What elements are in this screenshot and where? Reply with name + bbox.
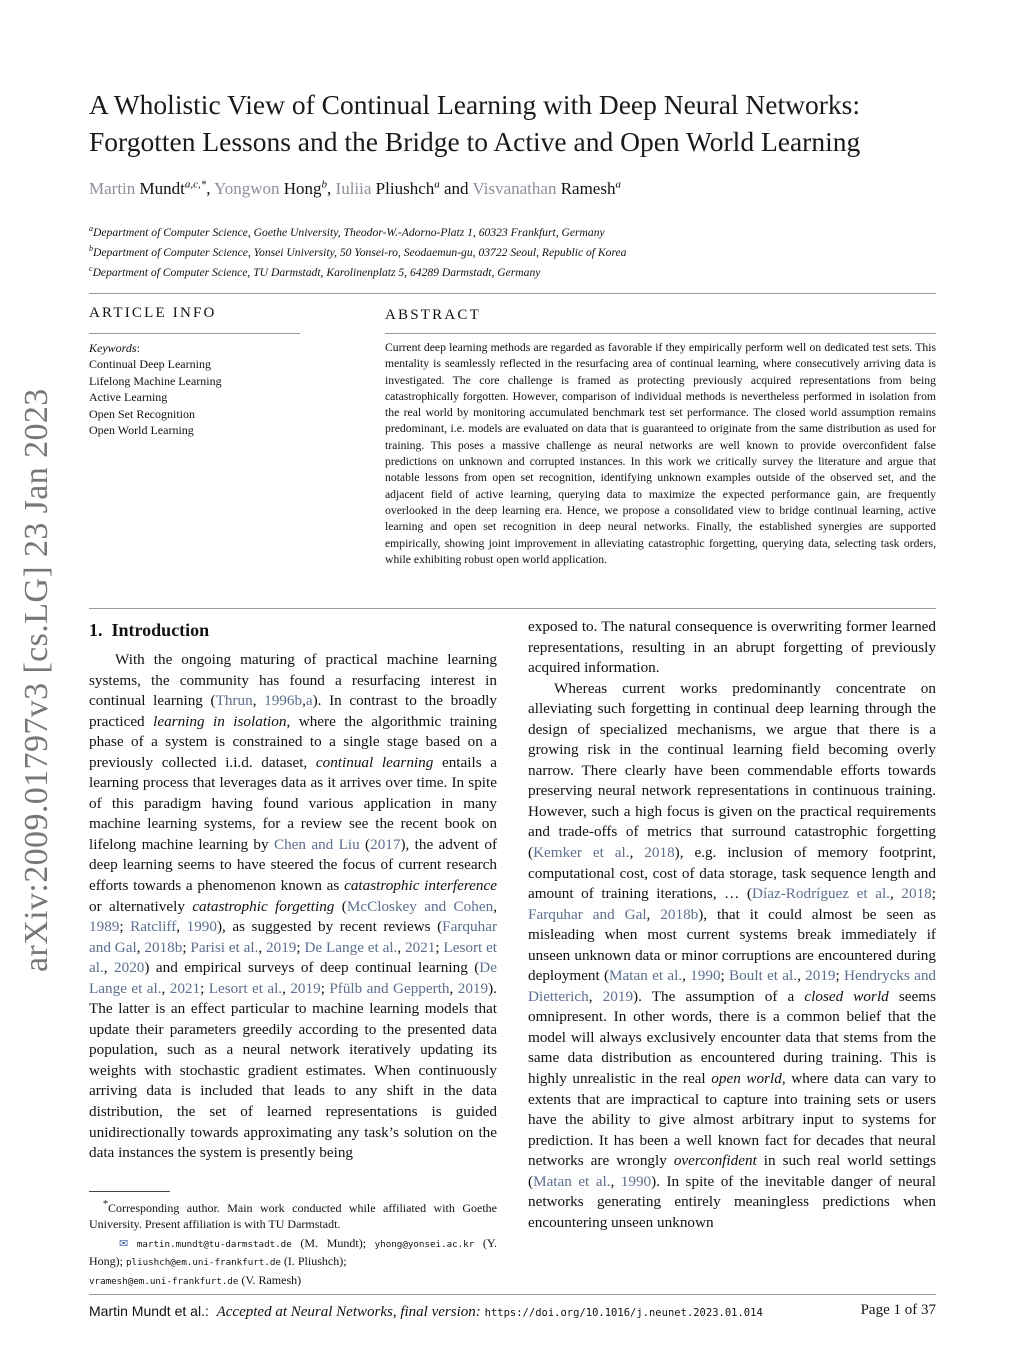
citation-link[interactable]: Parisi et al. <box>190 938 259 956</box>
citation-link[interactable]: Kemker et al. <box>533 844 630 862</box>
author-separator: , <box>327 178 336 198</box>
body-text: ; <box>720 967 730 985</box>
abstract-text: Current deep learning methods are regarded as favorable if they empirically perform well on dedicated test sets. This mentality is seamlessly reflected in the resurfacing area of continual learning, where consecutively arriving data is investigated. The core challenge is framed as protecting previously acquired representations from being catastrophically forgotten. However, comparison of individual methods is nevertheless performed in isolation from the real world by monitoring accumulated benchmark test set performance. The closed world assumption remains predominant, i.e. models are evaluated on data that is guaranteed to originate from the same distribution as used for training. This poses a massive challenge as neural networks are well known to provide overconfident false predictions on unknown and corrupted instances. In this work we critically survey the literature and argue that notable lessons from open set recognition, identifying unknown examples outside of the observed set, and the adjacent field of active learning, querying data to maximize the expected performance gain, are frequently overlooked in the deep learning era. Hence, we propose a consolidated view to bridge continual learning, active learning and open set recognition in deep neural networks. Finally, the established synergies are supported empirically, showing joint improvement in alleviating catastrophic forgetting, querying data, selecting task orders, while exhibiting robust open world application. <box>385 341 936 566</box>
body-text: entails a learning process that leverages data as it arrives over time. In spite of this paradigm having found various application in many machine learning systems, for a review see the recent book on lifelong machine learning by <box>89 753 497 853</box>
author-given-name: Iuliia <box>335 178 372 198</box>
citation-link[interactable]: 2019 <box>457 979 489 997</box>
emphasis-text: catastrophic forgetting <box>192 897 335 915</box>
author-given-name: Visvanathan <box>472 178 557 198</box>
citation-link[interactable]: 2018 <box>644 844 675 862</box>
citation-link[interactable]: 1990 <box>186 918 217 936</box>
emphasis-text: overconfident <box>673 1152 757 1170</box>
citation-link[interactable]: Chen and Liu <box>273 835 360 853</box>
author-separator: and <box>439 178 473 198</box>
body-text: , <box>610 1172 621 1190</box>
email-owner: (Y. Hong); <box>89 1235 498 1269</box>
author <box>89 179 214 198</box>
email-link[interactable]: vramesh@em.uni-frankfurt.de <box>89 1275 239 1287</box>
keyword: Open World Learning <box>89 423 194 438</box>
author-affil-mark: a <box>434 178 440 190</box>
body-text: , <box>449 979 458 997</box>
author-affil-mark: a,c,* <box>184 178 207 190</box>
email-owner: (I. Pliushch); <box>280 1254 347 1269</box>
citation-link[interactable]: a <box>305 692 313 710</box>
abstract-heading: ABSTRACT <box>385 307 481 323</box>
author-separator: , <box>206 178 215 198</box>
body-column-right <box>528 617 936 1233</box>
emphasis-text: open world <box>711 1070 782 1088</box>
body-text: , <box>258 938 267 956</box>
citation-link[interactable]: Farquhar and Gal <box>528 905 647 923</box>
body-text: With the ongoing maturing of practical machine learning systems, the community has found a resurfacing interest in continual learning ( <box>89 651 497 710</box>
citation-link[interactable]: 2020 <box>114 959 145 977</box>
author-family-name: Ramesh <box>560 178 616 198</box>
citation-link[interactable]: Díaz-Rodríguez et al. <box>752 885 890 903</box>
body-text: ), that it could almost be seen as misleading when most current systems break immediately if unseen unknown data or minor corruptions are encountered during deployment ( <box>528 905 937 985</box>
keywords-label-text: Keywords <box>89 341 137 355</box>
intro-paragraph-continued <box>528 617 936 679</box>
keywords-block <box>89 340 319 438</box>
intro-paragraph-1 <box>89 650 497 1164</box>
citation-link[interactable]: 2018b <box>144 938 183 956</box>
citation-link[interactable]: 1996b <box>264 692 303 710</box>
author-family-name: Mundt <box>139 178 185 198</box>
citation-link[interactable]: 2018 <box>901 885 932 903</box>
email-owner: (V. Ramesh) <box>238 1272 302 1287</box>
body-text: or alternatively <box>89 897 193 915</box>
footer-citation: Martin Mundt et al.: Accepted at Neural Networks, final version: https://doi.org/10.1016/j.neunet.2023.01.014 <box>89 1303 763 1320</box>
citation-link[interactable]: 2019 <box>290 979 321 997</box>
body-text: , <box>252 692 265 710</box>
body-text: ; <box>835 967 845 985</box>
body-text: , <box>588 987 603 1005</box>
keyword: Continual Deep Learning <box>89 357 211 372</box>
footnote-emails <box>89 1235 497 1290</box>
body-text: , where data can vary to extents that are impractical to capture into training sets or users have the ability to give almost arbitrary input to systems for prediction. It has been a well known fact for decades that neural networks are wrongly <box>528 1070 936 1170</box>
body-text: , <box>682 967 691 985</box>
citation-link[interactable]: De Lange et al. <box>89 959 498 997</box>
author-family-name: Pliushch <box>375 178 435 198</box>
arxiv-identifier: arXiv:2009.01797v3 [cs.LG] 23 Jan 2023 <box>18 388 55 972</box>
body-text: ). In contrast to the broadly practiced <box>89 692 497 730</box>
divider-top <box>89 293 936 294</box>
body-text: ), e.g. inclusion of memory footprint, computational cost, cost of data storage, task sequence length and amount of training iterations, … ( <box>528 844 936 903</box>
email-link[interactable]: martin.mundt@tu-darmstadt.de <box>136 1238 292 1250</box>
author-given-name: Martin <box>89 178 136 198</box>
keyword: Active Learning <box>89 390 168 405</box>
body-text: , <box>797 967 806 985</box>
keyword: Lifelong Machine Learning <box>89 373 222 388</box>
citation-link[interactable]: Thrun <box>215 692 253 710</box>
affiliation-text: Department of Computer Science, Yonsei University, 50 Yonsei-ro, Seodaemun-gu, 03722 Seoul, Republic of Korea <box>93 245 627 259</box>
author-family-name: Hong <box>283 178 322 198</box>
citation-link[interactable]: Lesort et al. <box>208 979 283 997</box>
body-text: ; <box>182 938 191 956</box>
author-affil-mark: b <box>321 178 328 190</box>
emphasis-text: learning in isolation <box>153 712 287 730</box>
email-link[interactable]: yhong@yonsei.ac.kr <box>374 1238 475 1250</box>
citation-link[interactable]: 2019 <box>805 967 836 985</box>
body-text: , <box>629 844 645 862</box>
affiliation-c <box>89 259 949 283</box>
author <box>336 179 473 198</box>
citation-link[interactable]: Matan et al. <box>533 1172 611 1190</box>
body-text: , <box>176 918 187 936</box>
body-text: , <box>493 897 497 915</box>
citation-link[interactable]: Boult et al. <box>729 967 798 985</box>
affiliation-text: Department of Computer Science, TU Darmstadt, Karolinenplatz 5, 64289 Darmstadt, Germany <box>92 265 541 279</box>
citation-link[interactable]: 2018b <box>660 905 699 923</box>
envelope-icon: ✉ <box>119 1237 129 1250</box>
footnote-text-line: *Corresponding author. Main work conducted while affiliated with Goethe University. Present affiliation is with TU Darmstadt. <box>89 1199 497 1232</box>
citation-link[interactable]: 2017 <box>370 835 401 853</box>
intro-paragraph-2 <box>528 679 936 1234</box>
author-list <box>89 178 621 199</box>
abstract-rule <box>385 333 936 334</box>
body-text: ), the advent of deep learning seems to have steered the focus of current research efforts towards a phenomenon known as <box>89 835 498 895</box>
body-text: , <box>397 938 405 956</box>
emphasis-text: closed world <box>804 987 889 1005</box>
citation-link[interactable]: Lesort et al. <box>89 938 498 977</box>
body-text: , <box>302 692 306 710</box>
body-text: ) and empirical surveys of deep continual learning ( <box>144 959 480 977</box>
citation-link[interactable]: 2019 <box>266 938 297 956</box>
affiliation-mark: c <box>89 264 93 273</box>
body-text: seems omnipresent. In other words, there is a common belief that the model will always exclusively encounter data that stems from the same data distribution as encountered during training. This is highly unrealistic in the real <box>528 987 936 1088</box>
keywords-label: Keywords: <box>89 341 140 355</box>
citation-link[interactable]: De Lange et al. <box>304 938 398 956</box>
body-text: ; <box>119 918 131 936</box>
citation-link[interactable]: Farquhar and Gal <box>89 918 497 956</box>
citation-link[interactable]: 1989 <box>89 918 120 936</box>
body-text: ; <box>435 938 444 956</box>
body-text: ; <box>931 885 936 903</box>
body-text: , <box>646 905 661 923</box>
author <box>214 179 335 198</box>
body-text: , <box>889 885 902 903</box>
affiliation-text: Department of Computer Science, Goethe University, Theodor-W.-Adorno-Platz 1, 60323 Frankfurt, Germany <box>93 225 605 239</box>
body-text: ; <box>200 979 209 997</box>
title-line-1: A Wholistic View of Continual Learning with Deep Neural Networks: <box>89 89 860 120</box>
body-text: exposed to. The natural consequence is overwriting former learned representations, resulting in an abrupt forgetting of previously acquired information. <box>528 618 936 677</box>
citation-link[interactable]: Ratcliff <box>130 918 177 936</box>
paper-title <box>89 86 959 160</box>
body-text: ). The assumption of a <box>633 987 805 1005</box>
body-text: , where the algorithmic training phase of a system is constrained to a single stage based on a previously collected i.i.d. dataset, <box>89 712 497 771</box>
affiliation-mark: a <box>89 224 93 233</box>
author-given-name: Yongwon <box>214 178 280 198</box>
citation-link[interactable]: 2021 <box>404 938 436 956</box>
email-link[interactable]: pliushch@em.uni-frankfurt.de <box>126 1257 281 1269</box>
divider-footer <box>89 1294 936 1295</box>
citation-link[interactable]: 1990 <box>620 1172 652 1190</box>
footnote <box>89 1197 497 1290</box>
emphasis-text: catastrophic interference <box>344 877 497 895</box>
author <box>472 179 621 198</box>
citation-link[interactable]: Pfülb and Gepperth <box>329 979 450 997</box>
body-text: , <box>103 959 115 977</box>
section-number: 1. <box>89 620 103 640</box>
body-text: ( <box>359 835 371 853</box>
citation-link[interactable]: 2019 <box>602 987 634 1005</box>
body-text: in such real world settings ( <box>528 1152 936 1190</box>
body-text: ; <box>320 979 330 997</box>
emphasis-text: continual learning <box>315 753 434 771</box>
body-text: ). The latter is an effect particular to machine learning models that update their parameters greedily according to the presented data population, such as a neural network iteratively updating its weights with stochastic gradient estimates. When continuously arriving data is included that leads to any shift in the data distribution, the set of learned representations is guided unidirectionally towards approximating any task’s solution on the data instances the system is presently being <box>89 979 497 1162</box>
citation-link[interactable]: Matan et al. <box>609 967 683 985</box>
email-owner: (M. Mundt); <box>291 1235 375 1250</box>
article-info-rule <box>89 333 300 334</box>
doi-link[interactable]: https://doi.org/10.1016/j.neunet.2023.01.014 <box>484 1307 763 1319</box>
body-text: ). In spite of the inevitable danger of neural networks generating entirely meaningless predictions when encountering unseen unknown <box>528 1172 936 1231</box>
page-number: Page 1 of 37 <box>860 1302 936 1318</box>
citation-link[interactable]: Hendrycks and Dietterich <box>528 967 937 1005</box>
author-affil-mark: a <box>615 178 621 190</box>
footer-journal: Accepted at Neural Networks, final version: <box>216 1304 481 1320</box>
citation-link[interactable]: McCloskey and Cohen <box>346 897 494 915</box>
title-line-2: Forgotten Lessons and the Bridge to Active and Open World Learning <box>89 126 861 157</box>
footnote-text: Corresponding author. Main work conducted while affiliated with Goethe University. Present affiliation is with TU Darmstadt. <box>89 1201 497 1232</box>
body-text: Whereas current works predominantly concentrate on alleviating such forgetting in continual deep learning through the design of specialized mechanisms, we argue that there is a growing risk in the continual learning field becoming overly narrow. There clearly have been commendable efforts towards preserving neural network representations in continuous training. However, such a high focus is given on the practical requirements and trade-offs of metrics that surround catastrophic forgetting ( <box>528 679 936 862</box>
divider-mid <box>89 608 936 609</box>
body-text: ), as suggested by recent reviews ( <box>216 918 443 936</box>
body-text: , <box>161 979 170 997</box>
affiliation-mark: b <box>89 244 93 253</box>
citation-link[interactable]: 2021 <box>169 979 201 997</box>
footnote-rule <box>89 1191 170 1192</box>
body-text: ; <box>296 938 305 956</box>
body-text: , <box>282 979 291 997</box>
footer-authors: Martin Mundt et al. <box>89 1303 205 1319</box>
body-text: ( <box>334 897 347 915</box>
article-info-heading: ARTICLE INFO <box>89 305 217 321</box>
body-column-left <box>89 650 497 1164</box>
section-title: Introduction <box>111 620 210 640</box>
citation-link[interactable]: 1990 <box>690 967 721 985</box>
keyword: Open Set Recognition <box>89 406 195 421</box>
body-text: , <box>136 938 145 956</box>
section-heading <box>89 620 209 641</box>
